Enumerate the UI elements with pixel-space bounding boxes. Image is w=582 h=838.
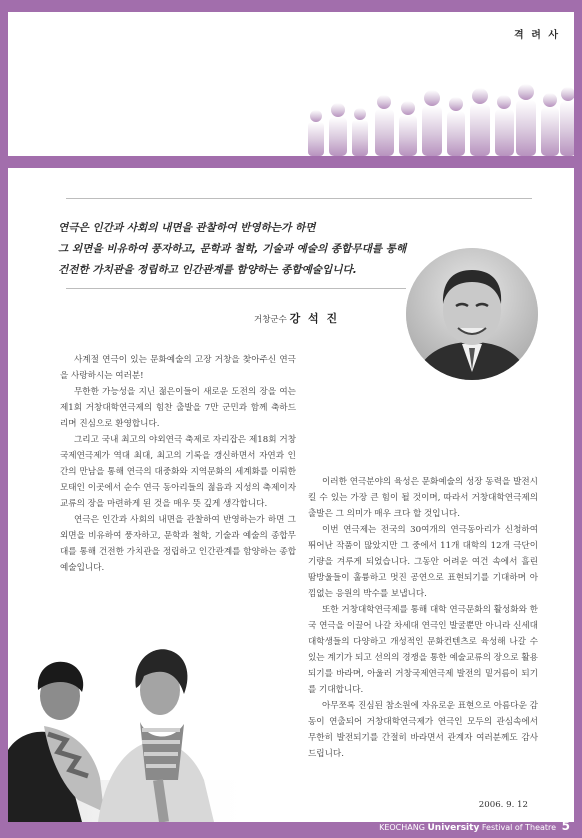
byline-title: 거창군수 — [254, 315, 287, 325]
top-rule — [66, 198, 532, 199]
quote-line: 그 외면을 비유하여 풍자하고, 문학과 철학, 기술과 예술의 종합무대를 통해 — [58, 243, 407, 255]
portrait-photo — [406, 248, 538, 380]
quote-line: 건전한 가치관을 정립하고 인간관계를 함양하는 종합예술입니다. — [58, 264, 357, 276]
section-label: 격 려 사 — [514, 30, 560, 41]
byline — [254, 310, 339, 326]
paragraph: 그리고 국내 최고의 야외연극 축제로 자리잡은 제18회 거창국제연극제가 역대 최대, 최고의 기록을 갱신하면서 자연과 인간의 만남을 통해 연극의 대중화와 지역문화의 세계화를 이뤄한 모태인 이곳에서 순수 연극 동아리들의 젊음과 지성의 축제이자 교류의 장을 마련하게 된 것을 매우 뜻 깊게 생각합니다. — [60, 435, 296, 509]
body-column-right — [308, 474, 538, 762]
paragraph: 이번 연극제는 전국의 30여개의 연극동아리가 신청하여 뛰어난 작품이 많았지만 그 중에서 11개 대학의 12개 극단이 기량을 겨루게 되었습니다. 그동안 어려운 여건 속에서 흘린 땀방울들이 훌륭하고 멋진 공연으로 표현되기를 기대하며 아낌없는 응원의 박수를 보냅니다. — [308, 525, 538, 599]
paragraph: 무한한 가능성을 지닌 젊은이들이 새로운 도전의 장을 여는 제1회 거창대학연극제의 힘찬 출발을 7만 군민과 함께 축하드리며 진심으로 환영합니다. — [60, 387, 296, 429]
header-band — [8, 156, 574, 168]
footer-brand: University — [427, 823, 480, 833]
performers-photo — [8, 630, 258, 822]
crowd-silhouette-image — [298, 72, 574, 156]
paragraph: 연극은 인간과 사회의 내면을 관찰하여 반영하는가 하면 그 외면을 비유하여 풍자하고, 문학과 철학, 기술과 예술의 종합무대를 통해 건전한 가치관을 정립하고 인간관계를 함양하는 종합예술입니다. — [60, 515, 296, 573]
paragraph: 또한 거창대학연극제를 통해 대학 연극문화의 활성화와 한국 연극을 이끌어 나갈 차세대 연극인 발굴뿐만 아니라 신세대 대학생들의 다양하고 개성적인 문화컨텐츠로 육성해 나갈 수 있는 계기가 되고 선의의 경쟁을 통한 예술교류의 장으로 활용되기를 바라며, 아울러 거창국제연극제 발전의 밑거름이 되기를 기대합니다. — [308, 605, 538, 695]
footer-event: Festival of Theatre — [481, 823, 557, 832]
paragraph: 사계절 연극이 있는 문화예술의 고장 거창을 찾아주신 연극을 사랑하시는 여러분! — [60, 355, 296, 381]
page-number: 5 — [561, 819, 570, 833]
page-sheet — [8, 12, 574, 822]
footer-org: KEOCHANG — [379, 823, 425, 832]
body-column-left — [60, 352, 296, 576]
paragraph: 아무쪼록 진심된 참소원에 자유로운 표현으로 아름다운 감동이 연출되어 거창대학연극제가 연극인 모두의 관심속에서 무한히 발전되기를 간절히 바라면서 관계자 여러분께도 감사드립니다. — [308, 701, 538, 759]
quote-rule — [66, 288, 406, 289]
quote-line: 연극은 인간과 사회의 내면을 관찰하여 반영하는가 하면 — [58, 222, 316, 234]
footer — [379, 819, 570, 833]
pull-quote — [58, 218, 407, 281]
portrait-image — [406, 248, 538, 380]
byline-name: 강 석 진 — [289, 312, 340, 325]
paragraph: 이러한 연극분야의 육성은 문화예술의 성장 동력을 발전시킬 수 있는 가장 큰 힘이 될 것이며, 따라서 거창대학연극제의 출발은 그 의미가 매우 크다 할 것입니다. — [308, 477, 538, 519]
date: 2006. 9. 12 — [478, 800, 528, 810]
